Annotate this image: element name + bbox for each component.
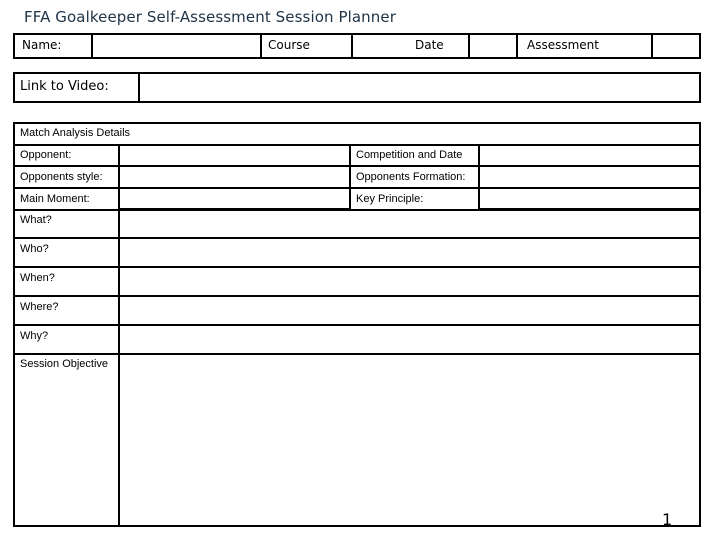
row-divider [13, 353, 701, 355]
row-divider [13, 324, 701, 326]
row-divider [13, 187, 701, 189]
row-divider [13, 266, 701, 268]
questions-left-column [118, 209, 120, 527]
page-number: 1 [662, 510, 673, 529]
video-link-field[interactable] [138, 72, 701, 103]
opponent-field[interactable] [118, 144, 351, 210]
where-label: Where? [20, 301, 59, 313]
opponents-formation-label: Opponents Formation: [356, 171, 466, 183]
page-title: FFA Goalkeeper Self-Assessment Session Planner [24, 8, 396, 26]
opponents-style-label: Opponents style: [20, 171, 103, 183]
main-moment-label: Main Moment: [20, 193, 90, 205]
row-divider [13, 295, 701, 297]
row-divider [13, 165, 701, 167]
date-field[interactable] [468, 33, 518, 59]
course-field[interactable] [351, 33, 411, 59]
name-field[interactable] [91, 33, 262, 59]
date-label: Date [415, 38, 444, 52]
key-principle-label: Key Principle: [356, 193, 424, 205]
competition-label: Competition and Date [356, 149, 463, 161]
what-label: What? [20, 214, 52, 226]
video-label: Link to Video: [20, 79, 109, 94]
why-label: Why? [20, 330, 49, 342]
assessment-label: Assessment [527, 38, 599, 52]
when-label: When? [20, 272, 55, 284]
match-analysis-heading: Match Analysis Details [20, 127, 131, 139]
row-divider [13, 209, 701, 211]
course-label: Course [268, 38, 310, 52]
competition-field[interactable] [478, 144, 701, 210]
opponent-label: Opponent: [20, 149, 72, 161]
session-objective-label: Session Objective [20, 358, 109, 370]
who-label: Who? [20, 243, 49, 255]
name-label: Name: [22, 38, 62, 52]
row-divider [13, 237, 701, 239]
assessment-field[interactable] [651, 33, 701, 59]
